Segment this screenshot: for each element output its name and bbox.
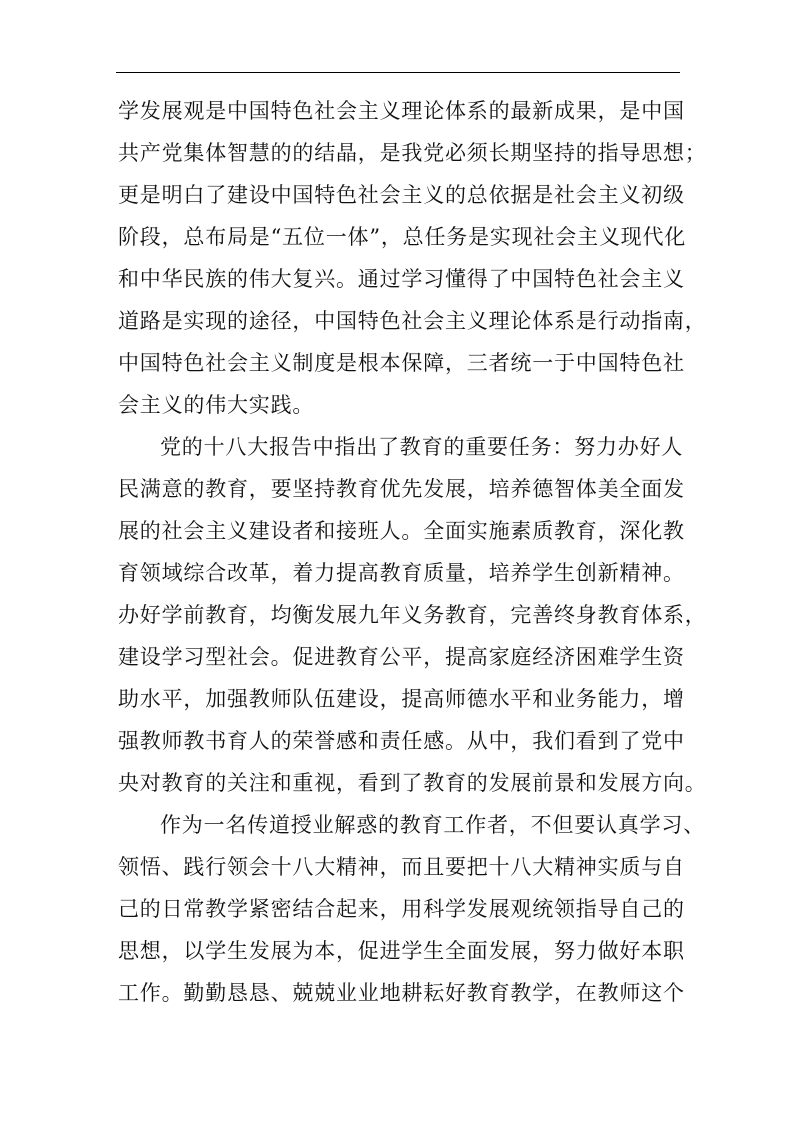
text-line: 己的日常教学紧密结合起来，用科学发展观统领指导自己的 [118,897,685,921]
text-line: 阶段，总布局是“五位一体”，总任务是实现社会主义现代化 [118,225,687,249]
text-line: 建设学习型社会。促进教育公平，提高家庭经济困难学生资 [118,645,685,669]
text-line: 思想，以学生发展为本，促进学生全面发展，努力做好本职 [118,939,685,963]
text-line: 办好学前教育，均衡发展九年义务教育，完善终身教育体系， [118,603,707,627]
text-line: 工作。勤勤恳恳、兢兢业业地耕耘好教育教学，在教师这个 [118,981,685,1005]
text-line: 助水平，加强教师队伍建设，提高师德水平和业务能力，增 [118,687,685,711]
text-line: 更是明白了建设中国特色社会主义的总依据是社会主义初级 [118,183,685,207]
text-line: 中国特色社会主义制度是根本保障，三者统一于中国特色社 [118,351,685,375]
text-line: 会主义的伟大实践。 [118,393,315,417]
text-line: 民满意的教育，要坚持教育优先发展，培养德智体美全面发 [118,477,685,501]
text-line: 学发展观是中国特色社会主义理论体系的最新成果，是中国 [118,99,685,123]
paragraph-first-line: 作为一名传道授业解惑的教育工作者，不但要认真学习、 [160,813,705,837]
text-line: 展的社会主义建设者和接班人。全面实施素质教育，深化教 [118,519,685,543]
text-line: 强教师教书育人的荣誉感和责任感。从中，我们看到了党中 [118,729,685,753]
text-line: 央对教育的关注和重视，看到了教育的发展前景和发展方向。 [118,771,707,795]
text-line: 育领域综合改革，着力提高教育质量，培养学生创新精神。 [118,561,685,585]
text-line: 领悟、践行领会十八大精神，而且要把十八大精神实质与自 [118,855,685,879]
text-line: 和中华民族的伟大复兴。通过学习懂得了中国特色社会主义 [118,267,685,291]
paragraph-first-line: 党的十八大报告中指出了教育的重要任务：努力办好人 [160,435,684,459]
text-line: 道路是实现的途径，中国特色社会主义理论体系是行动指南， [118,309,707,333]
text-line: 共产党集体智慧的的结晶，是我党必须长期坚持的指导思想； [118,141,707,165]
